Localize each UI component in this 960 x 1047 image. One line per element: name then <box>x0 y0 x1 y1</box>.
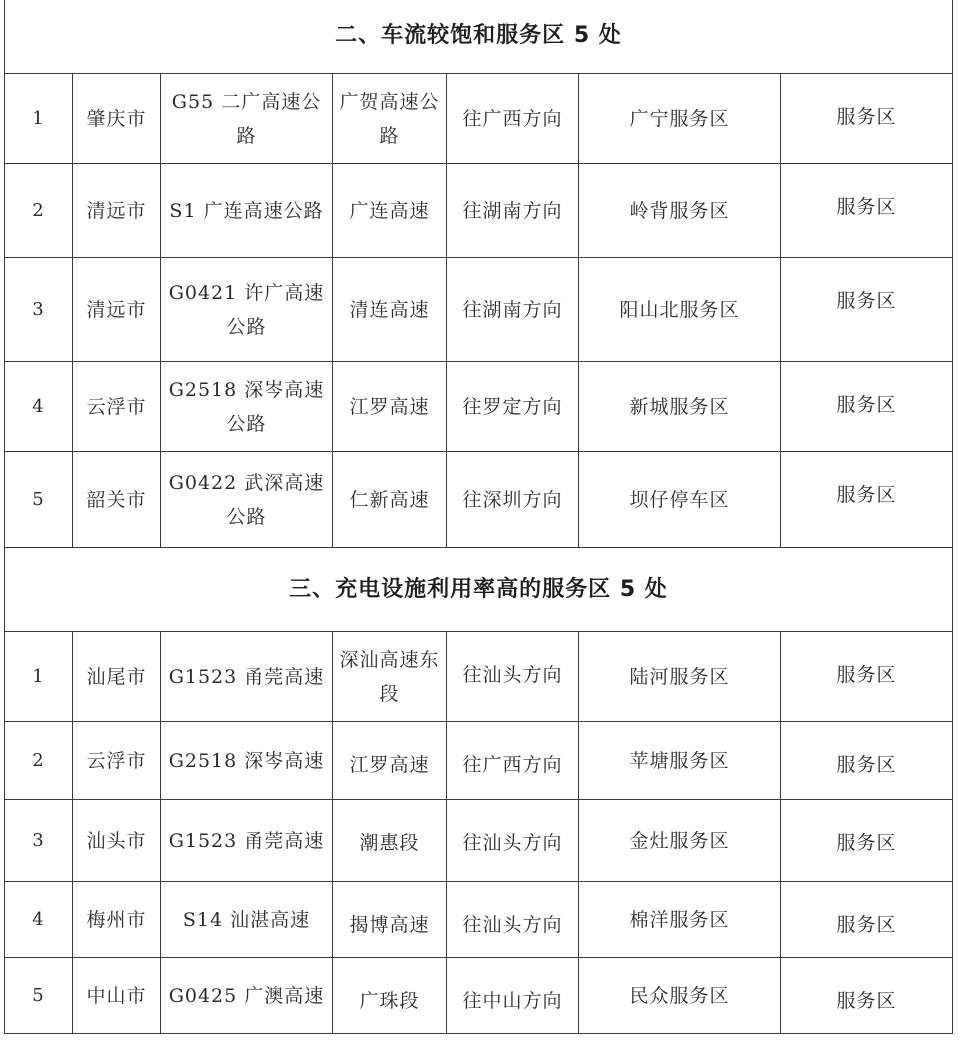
row-index: 5 <box>5 958 73 1034</box>
area-name-cell: 岭背服务区 <box>579 164 781 258</box>
direction-cell: 往广西方向 <box>447 74 579 164</box>
direction-cell: 往广西方向 <box>447 722 579 800</box>
city-cell: 韶关市 <box>73 452 161 548</box>
area-name-cell: 棉洋服务区 <box>579 882 781 958</box>
direction-cell: 往罗定方向 <box>447 362 579 452</box>
direction-cell: 往汕头方向 <box>447 882 579 958</box>
expressway-cell: G55 二广高速公路 <box>161 74 333 164</box>
city-cell: 清远市 <box>73 258 161 362</box>
direction-cell: 往深圳方向 <box>447 452 579 548</box>
area-type-cell: 服务区 <box>781 164 953 258</box>
area-type-cell: 服务区 <box>781 632 953 722</box>
area-name-cell: 阳山北服务区 <box>579 258 781 362</box>
direction-cell: 往湖南方向 <box>447 164 579 258</box>
city-cell: 肇庆市 <box>73 74 161 164</box>
area-name-cell: 新城服务区 <box>579 362 781 452</box>
row-index: 2 <box>5 722 73 800</box>
expressway-cell: S1 广连高速公路 <box>161 164 333 258</box>
direction-cell: 往汕头方向 <box>447 632 579 722</box>
row-index: 2 <box>5 164 73 258</box>
service-area-table <box>4 0 953 1034</box>
city-cell: 汕头市 <box>73 800 161 882</box>
area-type-cell: 服务区 <box>781 722 953 800</box>
section-cell: 仁新高速 <box>333 452 447 548</box>
expressway-cell: G0421 许广高速公路 <box>161 258 333 362</box>
city-cell: 云浮市 <box>73 362 161 452</box>
city-cell: 汕尾市 <box>73 632 161 722</box>
expressway-cell: G0422 武深高速公路 <box>161 452 333 548</box>
area-type-cell: 服务区 <box>781 958 953 1034</box>
row-index: 1 <box>5 74 73 164</box>
section-cell: 广贺高速公路 <box>333 74 447 164</box>
expressway-cell: G0425 广澳高速 <box>161 958 333 1034</box>
row-index: 5 <box>5 452 73 548</box>
table-row <box>5 452 953 548</box>
table-row <box>5 722 953 800</box>
row-index: 4 <box>5 882 73 958</box>
section-cell: 广珠段 <box>333 958 447 1034</box>
section-cell: 广连高速 <box>333 164 447 258</box>
area-name-cell: 苹塘服务区 <box>579 722 781 800</box>
table-row <box>5 362 953 452</box>
section-cell: 深汕高速东段 <box>333 632 447 722</box>
expressway-cell: S14 汕湛高速 <box>161 882 333 958</box>
expressway-cell: G2518 深岑高速公路 <box>161 362 333 452</box>
row-index: 4 <box>5 362 73 452</box>
direction-cell: 往汕头方向 <box>447 800 579 882</box>
table-row <box>5 258 953 362</box>
area-type-cell: 服务区 <box>781 74 953 164</box>
city-cell: 云浮市 <box>73 722 161 800</box>
table-row <box>5 164 953 258</box>
row-index: 1 <box>5 632 73 722</box>
direction-cell: 往中山方向 <box>447 958 579 1034</box>
row-index: 3 <box>5 800 73 882</box>
area-name-cell: 广宁服务区 <box>579 74 781 164</box>
section-heading-row <box>5 548 953 632</box>
table-row <box>5 800 953 882</box>
area-type-cell: 服务区 <box>781 800 953 882</box>
section-heading: 三、充电设施利用率高的服务区 5 处 <box>5 548 953 632</box>
area-type-cell: 服务区 <box>781 258 953 362</box>
section-heading-row <box>5 0 953 74</box>
area-name-cell: 金灶服务区 <box>579 800 781 882</box>
expressway-cell: G2518 深岑高速 <box>161 722 333 800</box>
section-cell: 揭博高速 <box>333 882 447 958</box>
area-type-cell: 服务区 <box>781 882 953 958</box>
city-cell: 清远市 <box>73 164 161 258</box>
section-cell: 江罗高速 <box>333 722 447 800</box>
area-name-cell: 坝仔停车区 <box>579 452 781 548</box>
area-name-cell: 陆河服务区 <box>579 632 781 722</box>
area-type-cell: 服务区 <box>781 452 953 548</box>
table-row <box>5 632 953 722</box>
section-heading: 二、车流较饱和服务区 5 处 <box>5 0 953 74</box>
area-type-cell: 服务区 <box>781 362 953 452</box>
expressway-cell: G1523 甬莞高速 <box>161 800 333 882</box>
table-row <box>5 882 953 958</box>
area-name-cell: 民众服务区 <box>579 958 781 1034</box>
row-index: 3 <box>5 258 73 362</box>
section-cell: 江罗高速 <box>333 362 447 452</box>
section-cell: 清连高速 <box>333 258 447 362</box>
expressway-cell: G1523 甬莞高速 <box>161 632 333 722</box>
table-row <box>5 74 953 164</box>
section-cell: 潮惠段 <box>333 800 447 882</box>
city-cell: 中山市 <box>73 958 161 1034</box>
direction-cell: 往湖南方向 <box>447 258 579 362</box>
table-row <box>5 958 953 1034</box>
city-cell: 梅州市 <box>73 882 161 958</box>
